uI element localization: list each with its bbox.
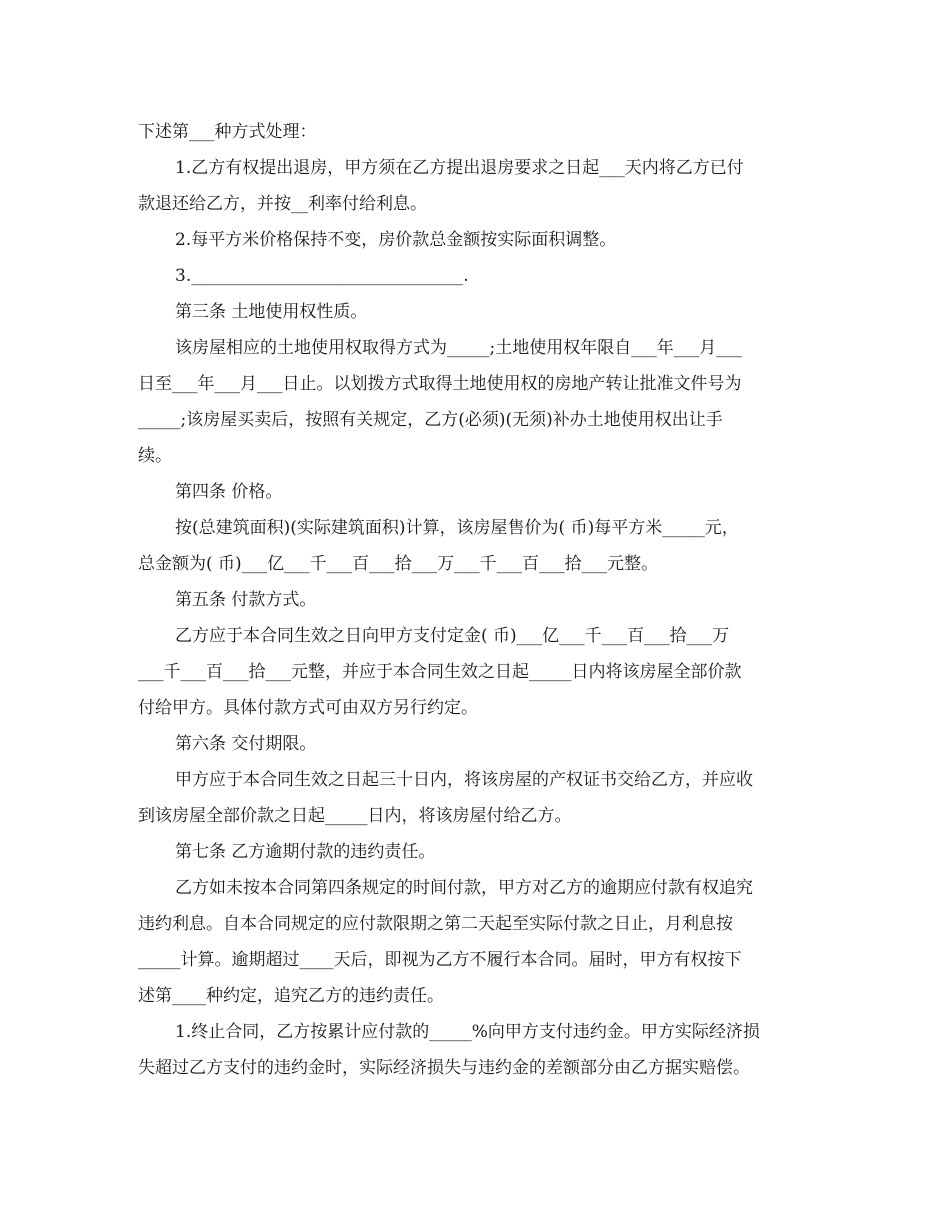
list-item: 2.每平方米价格保持不变，房价款总金额按实际面积调整。 (175, 230, 617, 250)
text-line: 违约利息。自本合同规定的应付款限期之第二天起至实际付款之日止，月利息按 (138, 914, 733, 934)
text-line: 按(总建筑面积)(实际建筑面积)计算，该房屋售价为( 币)每平方米_____元， (175, 518, 739, 538)
text-line: 到该房屋全部价款之日起_____日内，将该房屋付给乙方。 (138, 806, 572, 826)
text-line: 失超过乙方支付的违约金时，实际经济损失与违约金的差额部分由乙方据实赔偿。 (138, 1058, 750, 1078)
text-line: 续。 (138, 446, 172, 466)
text-line: ___千___百___拾___元整，并应于本合同生效之日起_____日内将该房屋全部价款 (138, 662, 742, 682)
text-line: 款退还给乙方，并按__利率付给利息。 (138, 194, 427, 214)
article-heading: 第三条 土地使用权性质。 (175, 302, 368, 322)
article-heading: 第六条 交付期限。 (175, 734, 317, 754)
text-line: 该房屋相应的土地使用权取得方式为_____;土地使用权年限自___年___月___ (175, 338, 742, 358)
text-line: _____;该房屋买卖后，按照有关规定，乙方(必须)(无须)补办土地使用权出让手 (138, 410, 723, 430)
list-item: 1.乙方有权提出退房，甲方须在乙方提出退房要求之日起___天内将乙方已付 (175, 158, 744, 178)
text-line: 述第____种约定，追究乙方的违约责任。 (138, 986, 444, 1006)
article-heading: 第五条 付款方式。 (175, 590, 317, 610)
article-heading: 第四条 价格。 (175, 482, 283, 502)
article-heading: 第七条 乙方逾期付款的违约责任。 (175, 842, 436, 862)
text-line: 总金额为( 币)___亿___千___百___拾___万___千___百___拾___元整。 (138, 554, 659, 574)
text-line: 付给甲方。具体付款方式可由双方另行约定。 (138, 698, 478, 718)
text-line: 甲方应于本合同生效之日起三十日内，将该房屋的产权证书交给乙方，并应收 (175, 770, 753, 790)
list-item: 1.终止合同，乙方按累计应付款的_____%向甲方支付违约金。甲方实际经济损 (175, 1022, 760, 1042)
text-line: 下述第___种方式处理： (138, 122, 317, 142)
list-item: 3.________________________________. (175, 266, 469, 286)
text-line: 日至___年___月___日止。以划拨方式取得土地使用权的房地产转让批准文件号为 (138, 374, 742, 394)
text-line: 乙方应于本合同生效之日向甲方支付定金( 币)___亿___千___百___拾___万 (175, 626, 730, 646)
text-line: _____计算。逾期超过____天后，即视为乙方不履行本合同。届时，甲方有权按下 (138, 950, 742, 970)
text-line: 乙方如未按本合同第四条规定的时间付款，甲方对乙方的逾期应付款有权追究 (175, 878, 753, 898)
